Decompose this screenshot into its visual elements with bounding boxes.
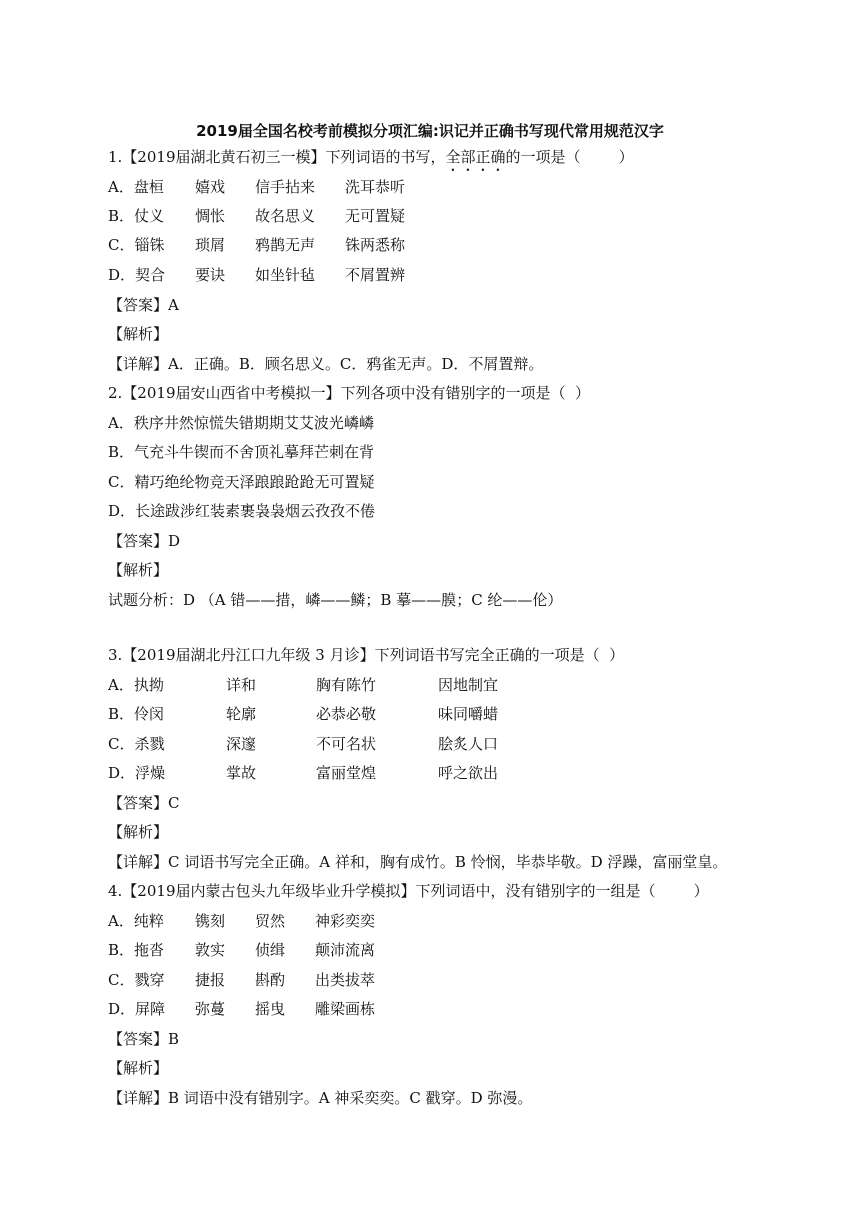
option-word: 铢两悉称 xyxy=(345,236,406,254)
question-4-option-c xyxy=(108,970,828,990)
question-3-detail: 【详解】C 词语书写完全正确。A 祥和，胸有成竹。B 怜悯，毕恭毕敬。D 浮躁，富丽堂皇。 xyxy=(108,853,728,871)
question-3-option-b xyxy=(108,704,828,724)
option-word: C．杀戮 xyxy=(108,735,165,753)
option-word: A．纯粹 xyxy=(108,912,164,930)
option-word: C．锱铢 xyxy=(108,236,165,254)
option-word: 呼之欲出 xyxy=(438,764,499,782)
question-2-answer: 【答案】D xyxy=(108,532,181,550)
option-word: B．伶闵 xyxy=(108,705,165,723)
option-word: 琐屑 xyxy=(195,236,226,254)
question-2-analysis: 【解析】 xyxy=(108,561,169,579)
option-word: 惆怅 xyxy=(195,207,226,225)
question-1-answer: 【答案】A xyxy=(108,296,179,314)
option-word: 敦实 xyxy=(195,941,226,959)
question-3-option-d xyxy=(108,763,828,783)
option-word: 鸦鹊无声 xyxy=(255,236,316,254)
question-1-stem xyxy=(108,147,634,175)
option-word: 镌刻 xyxy=(195,912,226,930)
question-3-stem: 3.【2019届湖北丹江口九年级 3 月诊】下列词语书写完全正确的一项是（ ） xyxy=(108,646,625,664)
question-3-option-c xyxy=(108,734,828,754)
option-word: 颠沛流离 xyxy=(315,941,376,959)
option-word: D．契合 xyxy=(108,266,166,284)
option-word: 出类拔萃 xyxy=(315,971,376,989)
option-word: B．仗义 xyxy=(108,207,165,225)
option-word: 不可名状 xyxy=(316,735,377,753)
option-word: 脍炙人口 xyxy=(438,735,499,753)
question-2-option-a: A．秩序井然惊慌失错期期艾艾波光嶙嶙 xyxy=(108,414,374,432)
option-word: A．执拗 xyxy=(108,676,164,694)
option-word: 轮廓 xyxy=(226,705,257,723)
question-4-stem: 4.【2019届内蒙古包头九年级毕业升学模拟】下列词语中，没有错别字的一组是（ ） xyxy=(108,882,709,900)
option-word: D．屏障 xyxy=(108,1000,166,1018)
option-word: 无可置疑 xyxy=(345,207,406,225)
option-word: 信手拈来 xyxy=(255,178,316,196)
option-word: 嬉戏 xyxy=(195,178,226,196)
option-word: 详和 xyxy=(226,676,257,694)
question-1-option-b xyxy=(108,206,828,226)
option-word: 斟酌 xyxy=(255,971,286,989)
question-4-option-a xyxy=(108,911,828,931)
question-2-option-d: D．长途跋涉红装素裹袅袅烟云孜孜不倦 xyxy=(108,502,376,520)
document-title: 2019届全国名校考前模拟分项汇编:识记并正确书写现代常用规范汉字 xyxy=(196,122,664,140)
question-1-option-a xyxy=(108,177,828,197)
option-word: 摇曳 xyxy=(255,1000,286,1018)
question-2-option-c: C．精巧绝纶物竞天泽踉踉跄跄无可置疑 xyxy=(108,473,375,491)
option-word: 胸有陈竹 xyxy=(316,676,377,694)
option-word: 神彩奕奕 xyxy=(315,912,376,930)
question-2-stem: 2.【2019届安山西省中考模拟一】下列各项中没有错别字的一项是（ ） xyxy=(108,384,591,402)
question-3-option-a xyxy=(108,675,828,695)
option-word: 必恭必敬 xyxy=(316,705,377,723)
option-word: 弥蔓 xyxy=(195,1000,226,1018)
option-word: C．戮穿 xyxy=(108,971,165,989)
option-word: 如坐针毡 xyxy=(255,266,316,284)
question-1-option-d xyxy=(108,265,828,285)
question-1-option-c xyxy=(108,235,828,255)
question-3-answer: 【答案】C xyxy=(108,794,180,812)
question-1-stem-post: 的一项是（ ） xyxy=(505,148,634,166)
question-1-stem-pre: 1.【2019届湖北黄石初三一模】下列词语的书写， xyxy=(108,148,446,166)
option-word: 不屑置辨 xyxy=(345,266,406,284)
option-word: B．拖沓 xyxy=(108,941,165,959)
question-4-answer: 【答案】B xyxy=(108,1030,180,1048)
question-2-detail: 试题分析：D （A 错——措，嶙——鳞；B 摹——膜；C 纶——伦） xyxy=(108,591,563,609)
option-word: 因地制宜 xyxy=(438,676,499,694)
question-1-stem-emphasis: 全部正确 xyxy=(445,148,506,166)
question-4-option-b xyxy=(108,940,828,960)
option-word: 深邃 xyxy=(226,735,257,753)
option-word: 洗耳恭听 xyxy=(345,178,406,196)
option-word: 贸然 xyxy=(255,912,286,930)
option-word: 雕梁画栋 xyxy=(315,1000,376,1018)
question-4-analysis: 【解析】 xyxy=(108,1059,169,1077)
option-word: 掌故 xyxy=(226,764,257,782)
question-4-detail: 【详解】B 词语中没有错别字。A 神采奕奕。C 戳穿。D 弥漫。 xyxy=(108,1089,533,1107)
option-word: 要诀 xyxy=(195,266,226,284)
question-2-option-b: B．气充斗牛锲而不舍顶礼摹拜芒刺在背 xyxy=(108,443,375,461)
option-word: 富丽堂煌 xyxy=(316,764,377,782)
option-word: D．浮燥 xyxy=(108,764,166,782)
option-word: A．盘桓 xyxy=(108,178,164,196)
option-word: 侦缉 xyxy=(255,941,286,959)
question-4-option-d xyxy=(108,999,828,1019)
question-3-analysis: 【解析】 xyxy=(108,823,169,841)
option-word: 捷报 xyxy=(195,971,226,989)
question-1-detail: 【详解】A．正确。B．顾名思义。C．鸦雀无声。D．不屑置辩。 xyxy=(108,355,544,373)
option-word: 故名思义 xyxy=(255,207,316,225)
option-word: 味同嚼蜡 xyxy=(438,705,499,723)
question-1-analysis: 【解析】 xyxy=(108,325,169,343)
